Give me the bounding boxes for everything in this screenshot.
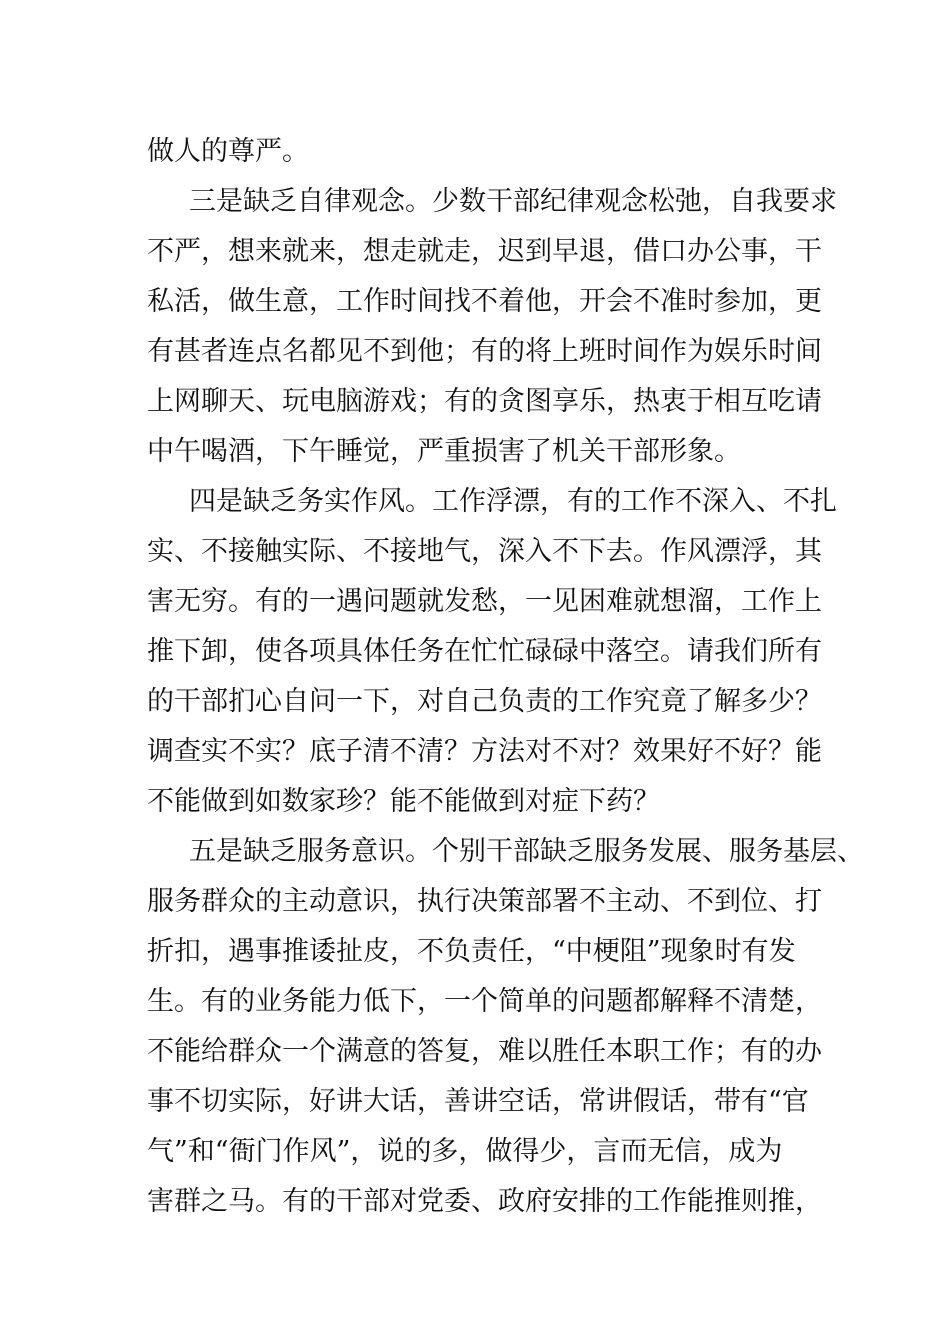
text-line: 害群之马。有的干部对党委、政府安排的工作能推则推， [147,1186,822,1217]
text-line: 服务群众的主动意识，执行决策部署不主动、不到位、打 [147,886,822,917]
paragraph-start-line: 五是缺乏服务意识。个别干部缺乏服务发展、服务基层、 [189,836,864,867]
text-line: 事不切实际，好讲大话，善讲空话，常讲假话，带有“官 [147,1086,809,1117]
text-line: 私活，做生意，工作时间找不着他，开会不准时参加，更 [147,286,822,317]
text-line: 不严，想来就来，想走就走，迟到早退，借口办公事，干 [147,236,822,267]
text-line: 上网聊天、玩电脑游戏；有的贪图享乐，热衷于相互吃请 [147,386,822,417]
text-line: 实、不接触实际、不接地气，深入不下去。作风漂浮，其 [147,536,822,567]
paragraph-start-line: 三是缺乏自律观念。少数干部纪律观念松弛，自我要求 [189,186,837,217]
text-line: 不能给群众一个满意的答复，难以胜任本职工作；有的办 [147,1036,822,1067]
text-line: 气”和“衙门作风”，说的多，做得少，言而无信，成为 [147,1136,783,1167]
text-line: 有甚者连点名都见不到他；有的将上班时间作为娱乐时间 [147,336,822,367]
text-line: 做人的尊严。 [147,136,309,167]
text-line: 的干部扪心自问一下，对自己负责的工作究竟了解多少？ [147,686,822,717]
text-line: 中午喝酒，下午睡觉，严重损害了机关干部形象。 [147,436,741,467]
paragraph-start-line: 四是缺乏务实作风。工作浮漂，有的工作不深入、不扎 [189,486,837,517]
text-line: 折扣，遇事推诿扯皮，不负责任，“中梗阻”现象时有发 [147,936,796,967]
text-line: 调查实不实？底子清不清？方法对不对？效果好不好？能 [147,736,822,767]
text-line: 不能做到如数家珍？能不能做到对症下药？ [147,786,660,817]
text-line: 害无穷。有的一遇问题就发愁，一见困难就想溜，工作上 [147,586,822,617]
text-line: 生。有的业务能力低下，一个简单的问题都解释不清楚， [147,986,822,1017]
text-line: 推下卸，使各项具体任务在忙忙碌碌中落空。请我们所有 [147,636,822,667]
